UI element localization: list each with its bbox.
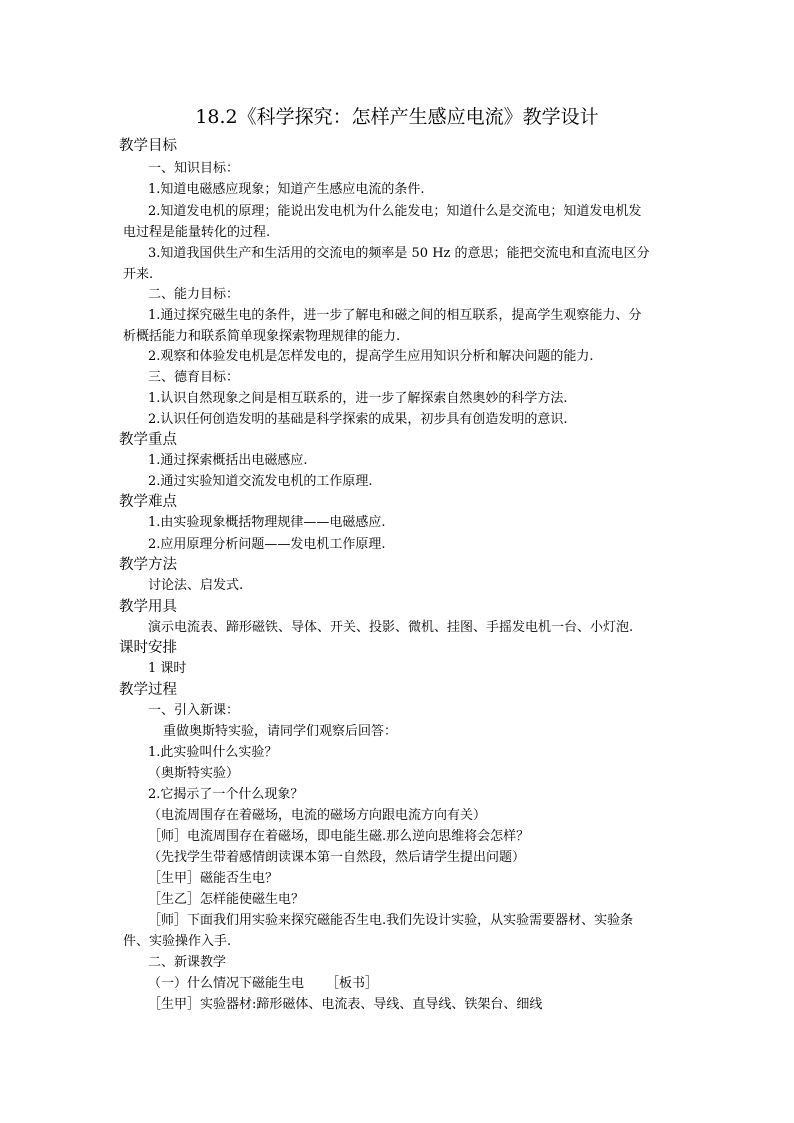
knowledge-item-2-line-1: 2.知道发电机的原理；能说出发电机为什么能发电；知道什么是交流电；知道发电机发 xyxy=(148,204,642,219)
subsection-title xyxy=(148,974,378,994)
intro-text: 重做奥斯特实验，请同学们观察后回答： xyxy=(163,724,398,739)
subheading-intro: 一、引入新课： xyxy=(148,703,240,718)
moral-item-1: 1.认识自然现象之间是相互联系的，进一步了解探索自然奥妙的科学方法. xyxy=(148,391,568,406)
knowledge-item-2-line-2: 电过程是能量转化的过程. xyxy=(123,225,271,240)
teacher-line-2-part-2: 件、实验操作入手. xyxy=(123,934,232,949)
knowledge-item-3-line-2: 开来. xyxy=(123,267,154,282)
student-a-question: ［生甲］磁能否生电？ xyxy=(148,871,279,886)
section-heading-tools: 教学用具 xyxy=(119,599,177,615)
ability-item-2: 2.观察和体验发电机是怎样发电的，提高学生应用知识分析和解决问题的能力. xyxy=(148,349,594,364)
subheading-moral: 三、德育目标： xyxy=(148,370,240,385)
section-heading-process: 教学过程 xyxy=(119,682,177,698)
teacher-line-2-part-1: ［师］下面我们用实验来探究磁能否生电.我们先设计实验，从实验需要器材、实验条 xyxy=(148,913,634,928)
section-heading-key-points: 教学重点 xyxy=(119,432,177,448)
board-note: ［板书］ xyxy=(326,976,379,991)
section-heading-methods: 教学方法 xyxy=(119,557,177,573)
question-2: 2.它揭示了一个什么现象？ xyxy=(148,787,304,802)
moral-item-2: 2.认识任何创造发明的基础是科学探索的成果，初步具有创造发明的意识. xyxy=(148,412,568,427)
subheading-new-lesson: 二、新课教学 xyxy=(148,955,227,970)
tools-text: 演示电流表、蹄形磁铁、导体、开关、投影、微机、挂图、手摇发电机一台、小灯泡. xyxy=(148,620,634,635)
key-point-2: 2.通过实验知道交流发电机的工作原理. xyxy=(148,474,373,489)
methods-text: 讨论法、启发式. xyxy=(148,578,244,593)
section-heading-difficulties: 教学难点 xyxy=(119,494,177,510)
answer-1: （奥斯特实验） xyxy=(148,766,240,781)
ability-item-1-line-2: 析概括能力和联系简单现象探索物理规律的能力. xyxy=(123,329,401,344)
student-a-materials: ［生甲］实验器材:蹄形磁体、电流表、导线、直导线、铁架台、细线 xyxy=(148,997,543,1012)
teacher-note: （先找学生带着感情朗读课本第一自然段，然后请学生提出问题） xyxy=(148,850,526,865)
section-heading-objectives: 教学目标 xyxy=(119,138,177,154)
document-title: 18.2《科学探究：怎样产生感应电流》教学设计 xyxy=(195,106,599,128)
ability-item-1-line-1: 1.通过探究磁生电的条件，进一步了解电和磁之间的相互联系，提高学生观察能力、分 xyxy=(148,308,642,323)
teacher-line-1: ［师］电流周围存在着磁场，即电能生磁.那么逆向思维将会怎样？ xyxy=(148,829,530,844)
answer-2: （电流周围存在着磁场，电流的磁场方向跟电流方向有关） xyxy=(148,808,487,823)
subsection-label: （一）什么情况下磁能生电 xyxy=(148,976,305,991)
difficulty-1: 1.由实验现象概括物理规律——电磁感应. xyxy=(148,515,386,530)
subheading-knowledge: 一、知识目标： xyxy=(148,161,240,176)
student-b-question: ［生乙］怎样能使磁生电？ xyxy=(148,892,305,907)
knowledge-item-1: 1.知道电磁感应现象；知道产生感应电流的条件. xyxy=(148,182,425,197)
difficulty-2: 2.应用原理分析问题——发电机工作原理. xyxy=(148,537,386,552)
schedule-text: 1 课时 xyxy=(148,661,187,676)
key-point-1: 1.通过探索概括出电磁感应. xyxy=(148,453,308,468)
section-heading-schedule: 课时安排 xyxy=(119,640,177,656)
question-1: 1.此实验叫什么实验？ xyxy=(148,745,278,760)
subheading-ability: 二、能力目标： xyxy=(148,287,240,302)
knowledge-item-3-line-1: 3.知道我国供生产和生活用的交流电的频率是 50 Hz 的意思；能把交流电和直流电区分 xyxy=(148,246,650,261)
